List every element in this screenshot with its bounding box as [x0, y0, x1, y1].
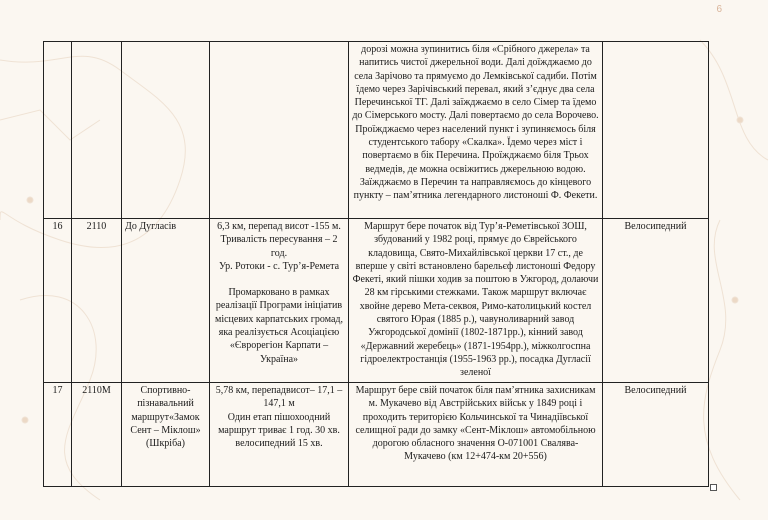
route-distance-text: 5,78 км, перепадвисот– 17,1 – 147,1 м	[215, 385, 343, 410]
route-number-cell	[44, 42, 72, 219]
route-type-cell	[603, 42, 709, 219]
route-number-cell: 17	[44, 383, 72, 487]
route-name-cell: Спортивно-пізнавальний маршрут«Замок Сент – Міклош» (Шкріба)	[122, 383, 210, 487]
table-row	[44, 219, 709, 383]
route-description-cell: Маршрут бере свій початок біля пам’ятника захисникам м. Мукачево від Австрійських військ у 1849 році і проходить територією Кольчинської та Чинадіївської селищної ради до замку «Сент-Міклош» автомобільною дорогою обласного значення О-071001 Свалява-Мукачево (км 12+474-км 20+556)	[349, 383, 603, 487]
route-endpoints-text: Ур. Ротоки - с. Тур’я-Ремета	[218, 260, 340, 272]
table-row	[44, 383, 709, 487]
route-name-cell	[122, 42, 210, 219]
page-corner-marker	[710, 484, 717, 491]
route-code-cell: 2110	[72, 219, 122, 383]
route-marking-note: Промарковано в рамках реалізації Програми ініціатив місцевих карпатських громад, яка реалізується Асоціацією «Єврорегіон Карпати – Україна»	[215, 287, 343, 365]
spacer	[213, 273, 345, 286]
route-number-cell: 16	[44, 219, 72, 383]
route-code-cell	[72, 42, 122, 219]
route-params-cell	[210, 219, 349, 383]
route-params-cell	[210, 383, 349, 487]
route-code-cell: 2110М	[72, 383, 122, 487]
page-number: 6	[716, 4, 722, 15]
route-duration-text: Один етап пішохоодний маршрут триває 1 год. 30 хв. велосипедний 15 хв.	[218, 411, 340, 450]
routes-table	[43, 41, 709, 487]
route-type-cell: Велосипедний	[603, 383, 709, 487]
route-name-cell: До Дугласів	[122, 219, 210, 383]
route-description-cell: дорозі можна зупинитись біля «Срібного джерела» та напитись чистої джерельної води. Далі доїжджаємо до села Зарічово та прямуємо до Лемківської садиби. Потім їдемо через Зарічівський перевал, який з’єднує два села Перечинської ТГ. Далі заїжджаємо в село Сімер та їдемо до Сімерського мосту. Далі повертаємо до села Ворочево. Проїжджаємо через населений пункт і зупиняємось біля студентського табору «Скалка». Їдемо через міст і повертаємо в бік Перечина. Проїжджаємо біля Трьох ведмедів, де можна освіжитись джерельною водою. Заїжджаємо в Перечин та направляємось до кінцевого пункту – пам’ятника легендарного листоноші Ф. Фекети.	[349, 42, 603, 219]
route-description-cell: Маршрут бере початок від Тур’я-Реметівської ЗОШ, збудований у 1982 році, прямує до Єврейського кладовища, Свято-Михайлівської церкви 17 ст., де вперше у світі встановлено барельєф листоноші Федору Фекеті, який пішки ходив за поштою в Ужгород, долаючи 28 км гірськими стежками. Також маршрут включає хвойне дерево Мета-секвоя, Римо-католицький костел святого Юрая (1885 р.), чавуноливарний завод Ужгородської домінії (1802-1871рр.), кінний завод «Державний жеребець» (1871-1954рр.), міжколгоспна гідроелектростанція (1955-1963 рр.), посадка Дугласії зеленої	[349, 219, 603, 383]
table-row	[44, 42, 709, 219]
route-params-cell	[210, 42, 349, 219]
route-distance-text: 6,3 км, перепад висот -155 м. Тривалість пересування – 2 год.	[217, 221, 341, 259]
route-type-cell: Велосипедний	[603, 219, 709, 383]
